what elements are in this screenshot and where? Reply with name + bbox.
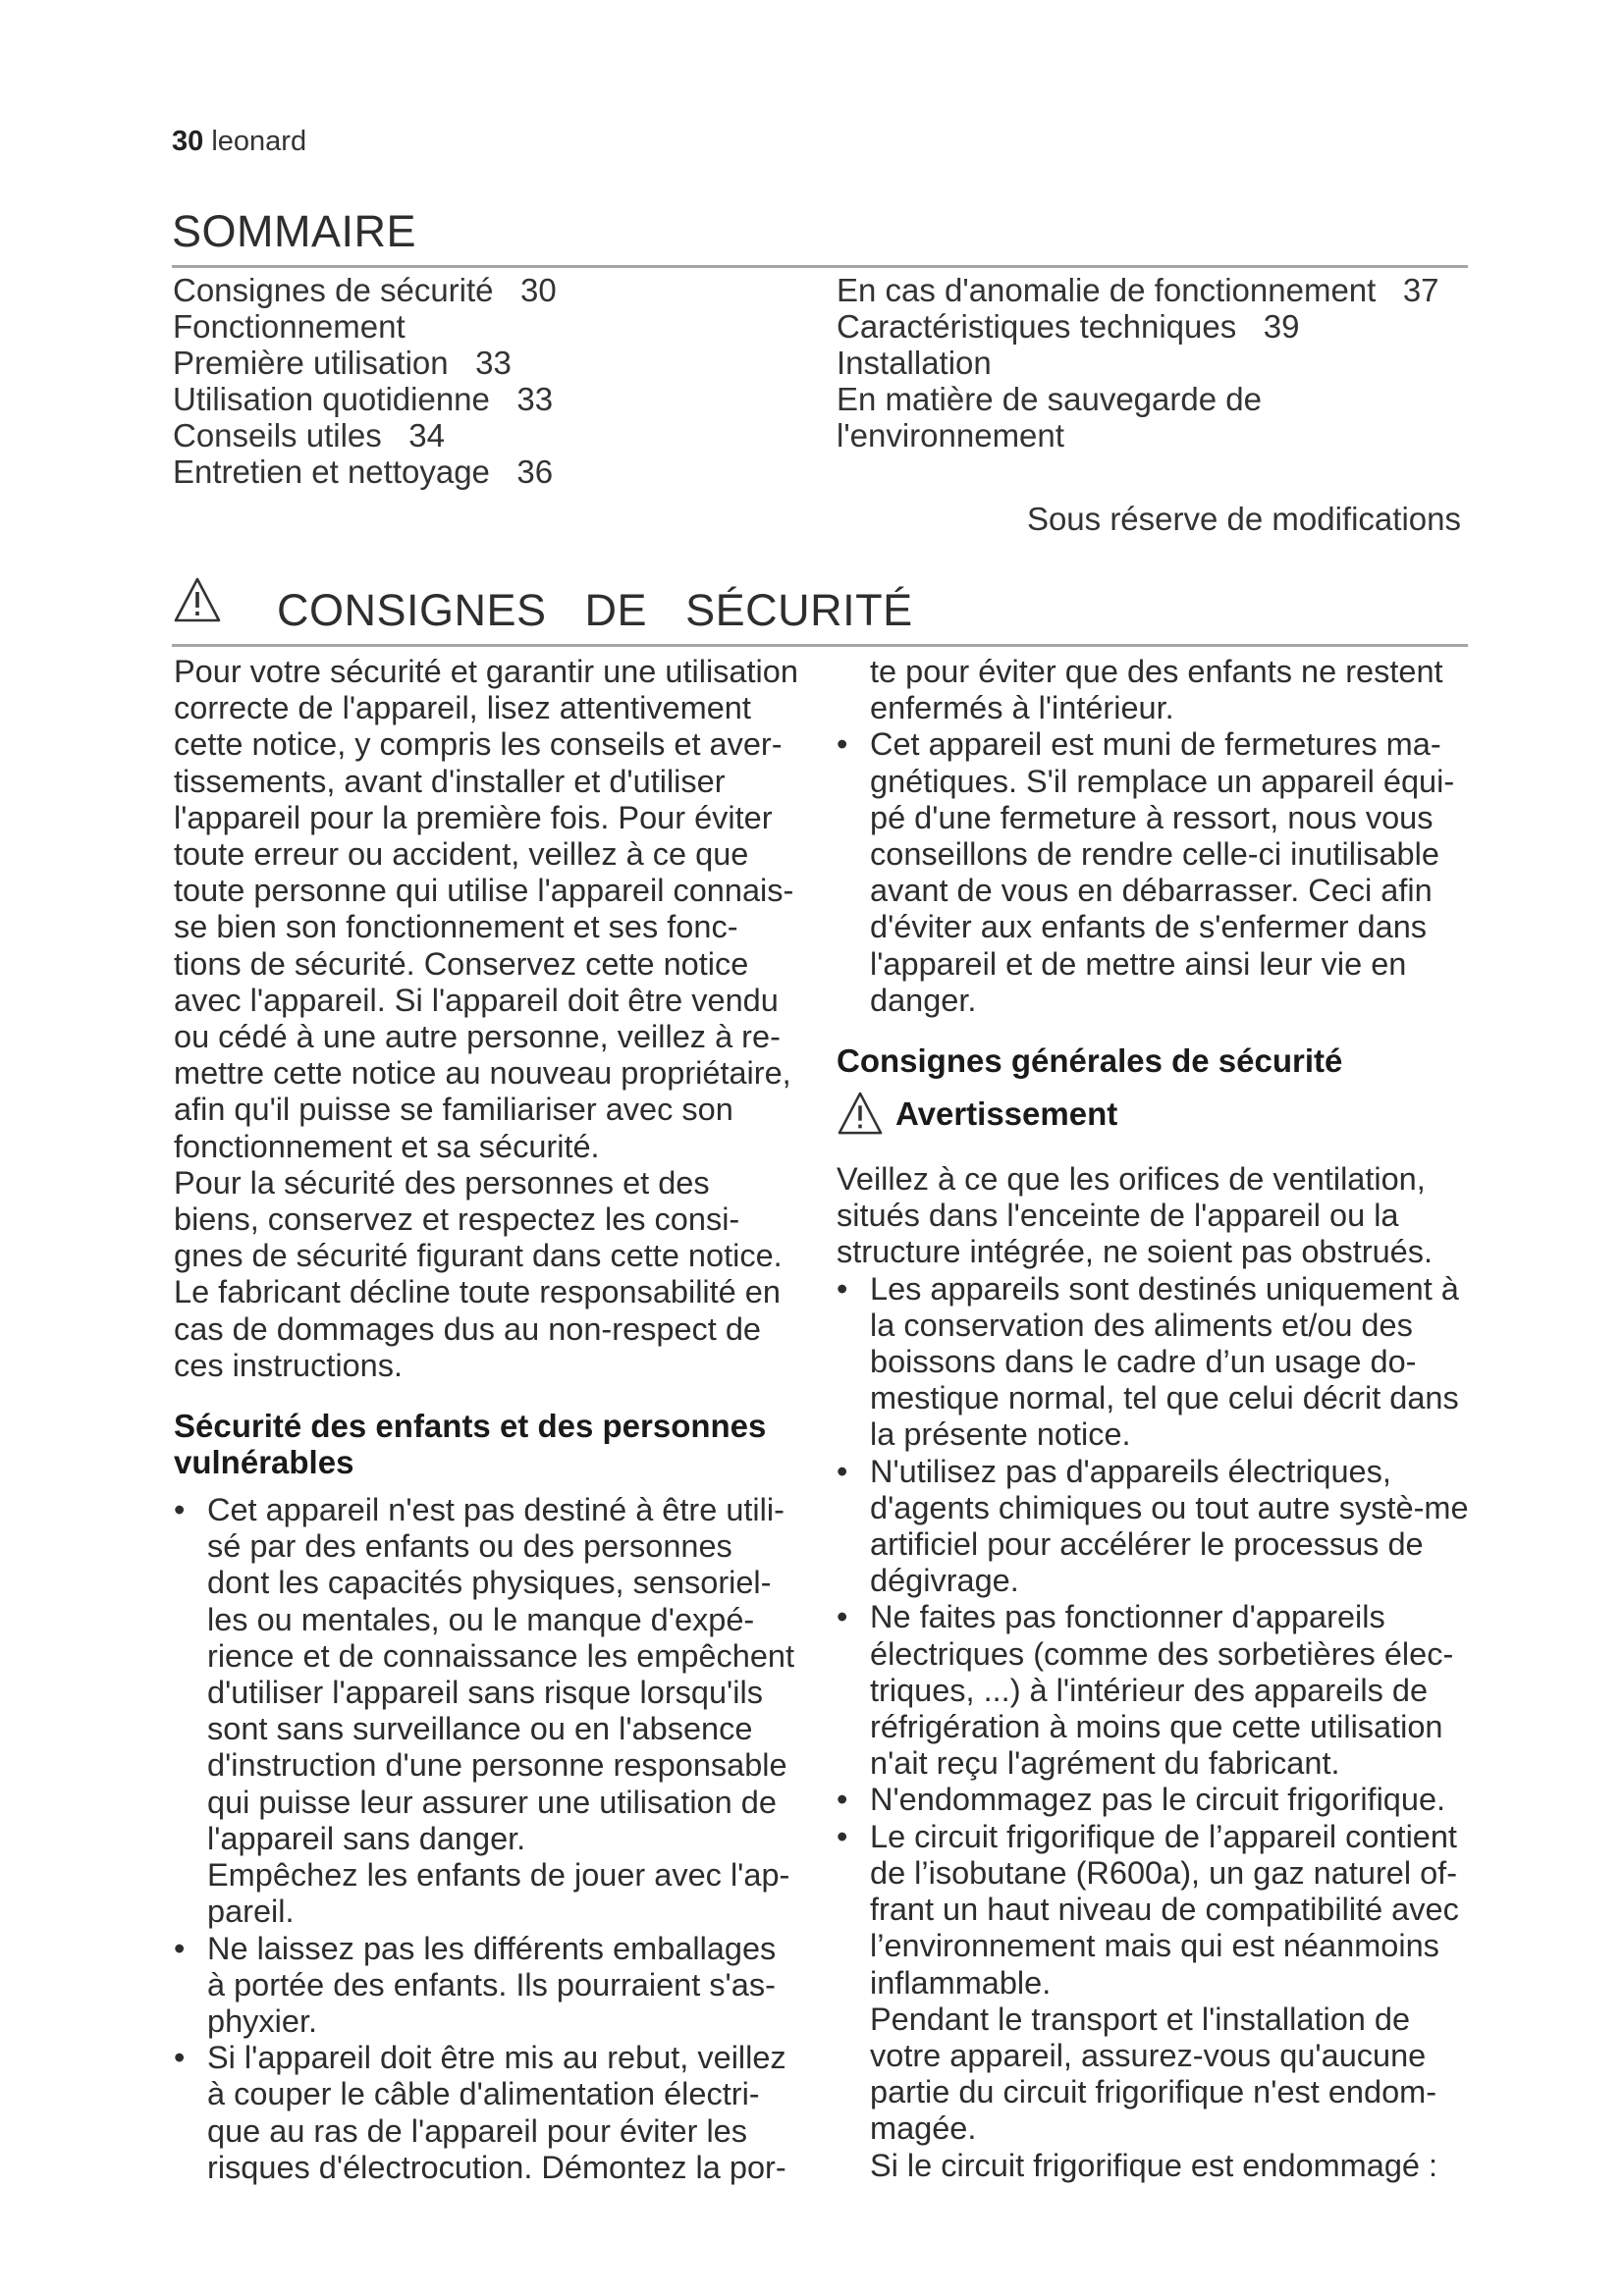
toc-item[interactable]: Première utilisation 33 xyxy=(173,345,512,381)
right-column xyxy=(837,654,1471,2184)
bullet-item: • N'utilisez pas d'appareils électriques, d'agents chimiques ou tout autre systè-me artificiel pour accélérer le processus de dégivrage. xyxy=(837,1453,1469,1599)
page-header xyxy=(172,126,306,158)
ventilation-paragraph: Veillez à ce que les orifices de ventilation, situés dans l'enceinte de l'appareil ou la structure intégrée, ne soient pas obstrués. xyxy=(837,1161,1434,1270)
bullet-item: • N'endommagez pas le circuit frigorifique. xyxy=(837,1782,1446,1818)
toc-item[interactable]: Installation xyxy=(837,345,992,381)
left-column xyxy=(174,654,800,2186)
continuation-text: te pour éviter que des enfants ne restent enfermés à l'intérieur. xyxy=(870,654,1443,726)
bullet-dot: • xyxy=(174,2040,186,2076)
warning-row xyxy=(837,1091,1471,1136)
bullet-item: • Ne laissez pas les différents emballages à portée des enfants. Ils pourraient s'as-phyxier. xyxy=(174,1930,777,2039)
warning-label: Avertissement xyxy=(895,1095,1118,1132)
intro-paragraph-2: Pour la sécurité des personnes et des biens, conservez et respectez les consi-gnes de sécurité figurant dans cette notice. Le fabricant décline toute responsabilité en cas de dommages dus au non-respect de ces instructions. xyxy=(174,1164,783,1383)
toc-item[interactable]: Entretien et nettoyage 36 xyxy=(173,454,554,490)
toc-item[interactable]: Caractéristiques techniques 39 xyxy=(837,308,1300,345)
bullet-dot: • xyxy=(837,1599,848,1635)
bullet-item: • Le circuit frigorifique de l’appareil contient de l’isobutane (R600a), un gaz naturel of-frant un haut niveau de compatibilité avec l’environnement mais qui est néanmoins inflammable. Pendant le transport et l'installation de votre appareil, assurez-vous qu'aucune partie du circuit frigorifique n'est endom-magée. Si le circuit frigorifique est endommagé : xyxy=(837,1818,1459,2183)
toc-item[interactable]: En matière de sauvegarde de xyxy=(837,381,1262,417)
toc-item[interactable]: Utilisation quotidienne 33 xyxy=(173,381,554,417)
bullet-dot: • xyxy=(837,1453,848,1489)
children-safety-heading: Sécurité des enfants et des personnes vulnérables xyxy=(174,1408,767,1481)
toc-item[interactable]: Conseils utiles 34 xyxy=(173,417,445,454)
warning-triangle-icon xyxy=(837,1091,884,1136)
toc-right-column xyxy=(837,272,1439,454)
toc-item[interactable]: Consignes de sécurité 30 xyxy=(173,272,557,308)
bullet-item: • Ne faites pas fonctionner d'appareils électriques (comme des sorbetières élec-triques, ...) à l'intérieur des appareils de réfrigération à moins que cette utilisation n'ait reçu l'agrément du fabricant. xyxy=(837,1599,1454,1782)
general-safety-heading: Consignes générales de sécurité xyxy=(837,1042,1343,1080)
modifications-note: Sous réserve de modifications xyxy=(1026,501,1461,537)
intro-paragraph: Pour votre sécurité et garantir une utilisation correcte de l'appareil, lisez attentivement cette notice, y compris les conseils et aver-tissements, avant d'installer et d'utiliser l'appareil pour la première fois. Pour éviter toute erreur ou accident, veillez à ce que toute personne qui utilise l'appareil connais-se bien son fonctionnement et ses fonc-tions de sécurité. Conservez cette notice avec l'appareil. Si l'appareil doit être vendu ou cédé à une autre personne, veillez à re-mettre cette notice au nouveau propriétaire, afin qu'il puisse se familiariser avec son fonctionnement et sa sécurité. xyxy=(174,654,798,1164)
bullet-item: • Cet appareil n'est pas destiné à être utili-sé par des enfants ou des personnes dont les capacités physiques, sensoriel-les ou mentales, ou le manque d'expé-rience et de connaissance les empêchent d'utiliser l'appareil sans risque lorsqu'ils sont sans surveillance ou en l'absence d'instruction d'une personne responsable qui puisse leur assurer une utilisation de l'appareil sans danger. Empêchez les enfants de jouer avec l'ap-pareil. xyxy=(174,1492,795,1930)
toc-item[interactable]: En cas d'anomalie de fonctionnement 37 xyxy=(837,272,1439,308)
toc-title: SOMMAIRE xyxy=(172,206,417,256)
toc-item[interactable]: Fonctionnement xyxy=(173,308,406,345)
bullet-dot: • xyxy=(837,1270,848,1307)
bullet-item: • Cet appareil est muni de fermetures ma-gnétiques. S'il remplace un appareil équi-pé d'une fermeture à ressort, nous vous conseillons de rendre celle-ci inutilisable avant de vous en débarrasser. Ceci afin d'éviter aux enfants de s'enfermer dans l'appareil et de mettre ainsi leur vie en danger. xyxy=(837,726,1455,1018)
bullet-dot: • xyxy=(174,1930,186,1966)
bullet-dot: • xyxy=(837,726,848,763)
bullet-dot: • xyxy=(837,1782,848,1818)
bullet-item: • Si l'appareil doit être mis au rebut, veillez à couper le câble d'alimentation électri-que au ras de l'appareil pour éviter les risques d'électrocution. Démontez la por- xyxy=(174,2040,786,2185)
safety-rule xyxy=(172,644,1468,647)
page-number: 30 xyxy=(172,126,204,157)
bullet-dot: • xyxy=(837,1818,848,1854)
safety-title: CONSIGNES DE SÉCURITÉ xyxy=(277,585,913,635)
bullet-item: • Les appareils sont destinés uniquement à la conservation des aliments et/ou des boissons dans le cadre d’un usage do-mestique normal, tel que celui décrit dans la présente notice. xyxy=(837,1270,1459,1453)
toc-rule xyxy=(172,265,1468,268)
brand-name: leonard xyxy=(211,126,307,157)
safety-warning-icon xyxy=(173,576,222,628)
toc-item[interactable]: l'environnement xyxy=(837,417,1064,454)
bullet-dot: • xyxy=(174,1492,186,1528)
warning-triangle-icon xyxy=(173,576,222,623)
toc-left-column xyxy=(173,272,557,490)
